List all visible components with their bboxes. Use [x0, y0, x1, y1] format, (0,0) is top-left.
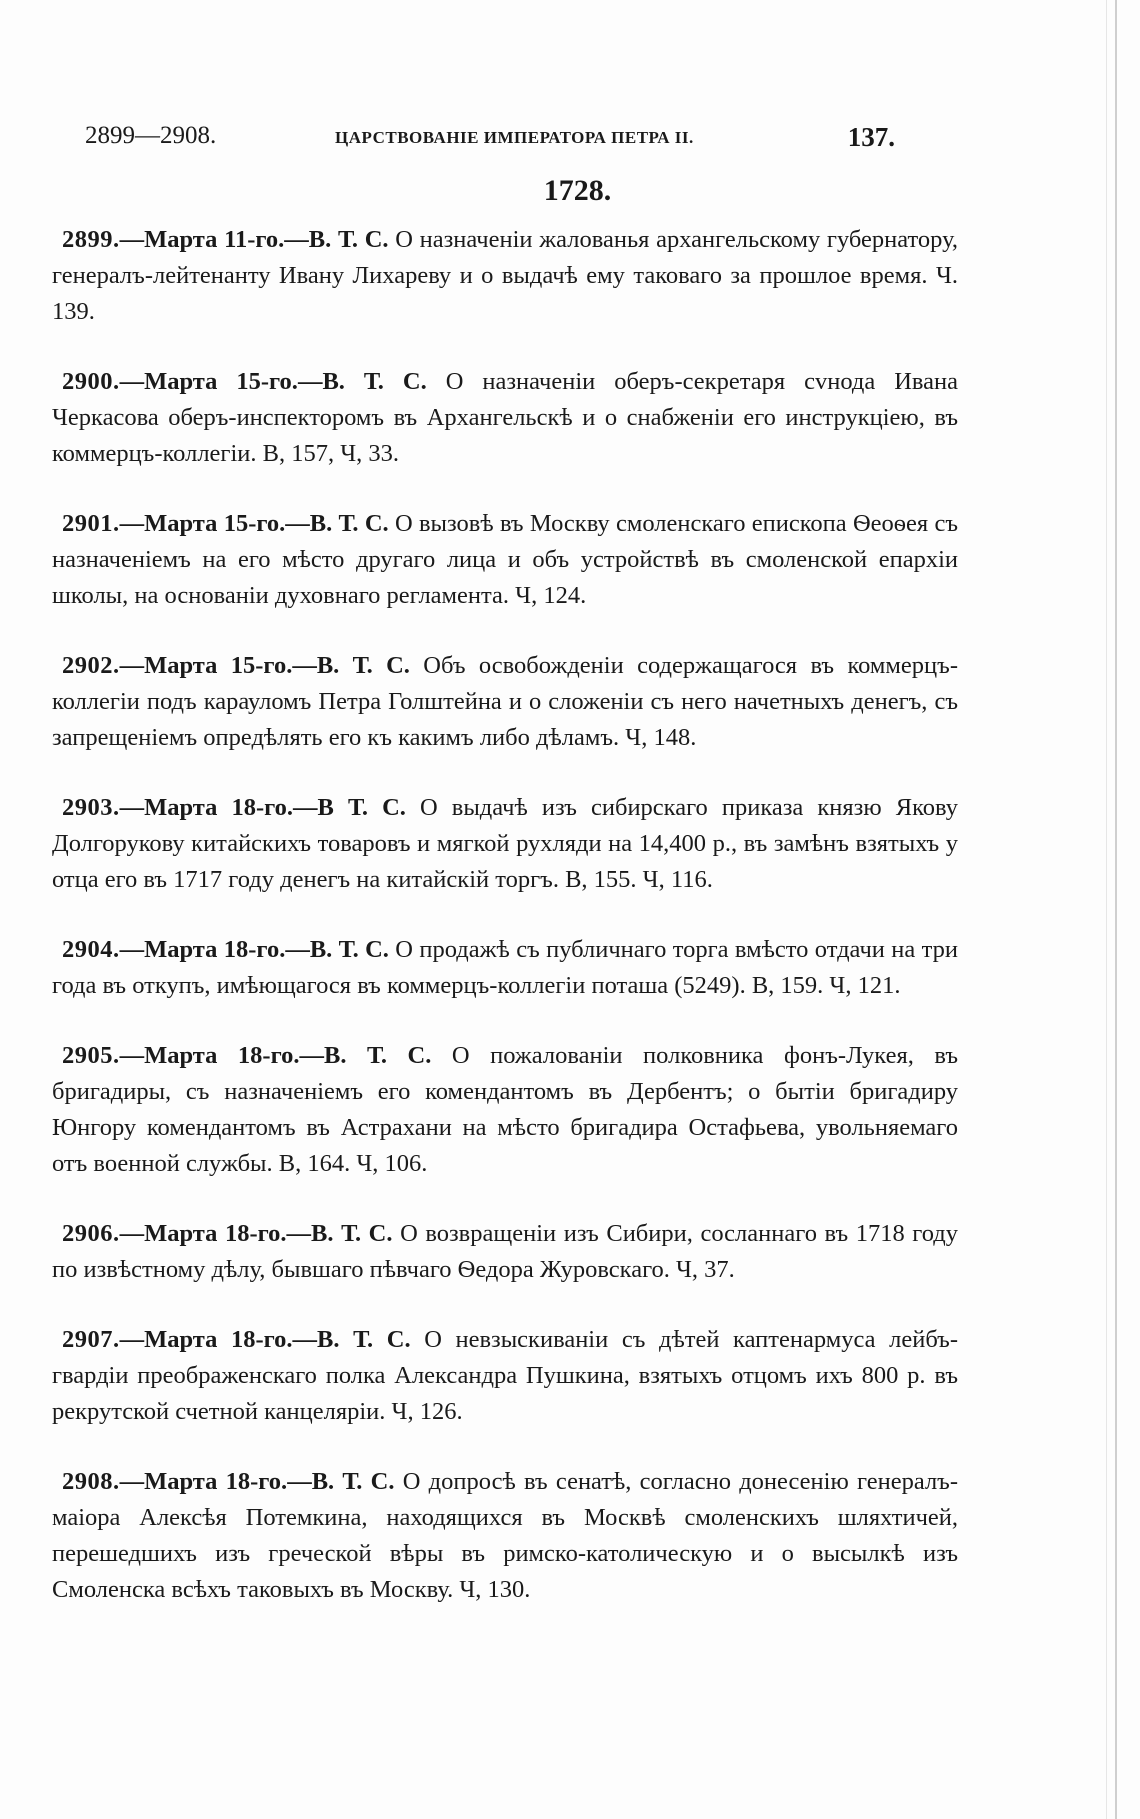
entry-source: —В. Т. С. — [284, 226, 389, 253]
entry-source: —В. Т. С. — [297, 368, 427, 395]
entry-2901 — [52, 506, 958, 614]
year-heading: 1728. — [543, 174, 612, 207]
entry-number: 2902. — [62, 652, 120, 679]
entry-2904 — [52, 932, 958, 1004]
entry-source: —В. Т. С. — [292, 1326, 411, 1353]
entry-text: О допросѣ въ сенатѣ, согласно донесенію генералъ-маіора Алексѣя Потемкина, находящихся въ Москвѣ смоленскихъ шляхтичей, перешедшихъ изъ греческой вѣры въ римско-католическую и о высылкѣ изъ Смоленска всѣхъ таковыхъ въ Москву. Ч, 130. — [52, 1468, 958, 1603]
running-title: ЦАРСТВОВАНІЕ ИМПЕРАТОРА ПЕТРА II. — [335, 128, 694, 147]
entry-number: 2905. — [62, 1042, 120, 1069]
entry-2906 — [52, 1216, 958, 1288]
entry-number: 2906. — [62, 1220, 120, 1247]
entry-2908 — [52, 1464, 958, 1608]
entry-date: —Марта 18-го. — [119, 936, 286, 963]
entry-2905 — [52, 1038, 958, 1182]
entry-2900 — [52, 364, 958, 472]
entry-number: 2904. — [62, 936, 120, 963]
entry-source: —В. Т. С. — [285, 936, 389, 963]
entry-range: 2899—2908. — [85, 122, 217, 149]
entry-date: —Марта 15-го. — [119, 510, 286, 537]
entry-number: 2901. — [62, 510, 120, 537]
entry-source: —В. Т. С. — [285, 510, 389, 537]
entry-source: —В. Т. С. — [286, 1220, 393, 1247]
entry-source: —В Т. С. — [293, 794, 406, 821]
entry-date: —Марта 18-го. — [119, 1468, 288, 1495]
page-header — [85, 122, 895, 162]
entry-date: —Марта 18-го. — [119, 1220, 287, 1247]
entry-source: —В. Т. С. — [299, 1042, 432, 1069]
entry-date: —Марта 18-го. — [119, 1326, 293, 1353]
entry-date: —Марта 15-го. — [119, 368, 298, 395]
entry-number: 2899. — [62, 226, 120, 253]
entry-number: 2903. — [62, 794, 120, 821]
entry-date: —Марта 18-го. — [119, 794, 294, 821]
scan-edge-line — [1115, 0, 1117, 1819]
entry-2899 — [52, 222, 958, 330]
entry-text: О выдачѣ изъ сибирскаго приказа князю Якову Долгорукову китайскихъ товаровъ и мягкой рухляди на 14,400 р., въ замѣнъ взятыхъ у отца его въ 1717 году денегъ на китайскій торгъ. В, 155. Ч, 116. — [52, 794, 958, 893]
entry-text: Объ освобожденіи содержащагося въ коммерцъ-коллегіи подъ карауломъ Петра Голштейна и о сложеніи съ него начетныхъ денегъ, съ запрещеніемъ опредѣлять его къ какимъ либо дѣламъ. Ч, 148. — [52, 652, 958, 751]
entry-text: О назначеніи жалованья архангельскому губернатору, генералъ-лейтенанту Ивану Лихареву и о выдачѣ ему таковаго за прошлое время. Ч. 139. — [52, 226, 958, 325]
entry-number: 2900. — [62, 368, 120, 395]
entry-text: О возвращеніи изъ Сибири, сосланнаго въ 1718 году по извѣстному дѣлу, бывшаго пѣвчаго Ѳедора Журовскаго. Ч, 37. — [52, 1220, 959, 1283]
entry-2903 — [52, 790, 958, 898]
entry-2907 — [52, 1322, 958, 1430]
entry-2902 — [52, 648, 958, 756]
entry-date: —Марта 15-го. — [119, 652, 293, 679]
entry-date: —Марта 18-го. — [119, 1042, 300, 1069]
entry-text: О назначеніи оберъ-секретаря сvнода Ивана Черкасова оберъ-инспекторомъ въ Архангельскѣ и о снабженіи его инструкціею, въ коммерцъ-коллегіи. В, 157, Ч, 33. — [52, 368, 958, 467]
entry-number: 2907. — [62, 1326, 120, 1353]
entry-source: —В. Т. С. — [292, 652, 410, 679]
entry-text: О вызовѣ въ Москву смоленскаго епископа Ѳеоѳея съ назначеніемъ на его мѣсто другаго лица и объ устройствѣ въ смоленской епархіи школы, на основаніи духовнаго регламента. Ч, 124. — [52, 510, 959, 609]
entry-date: —Марта 11-го. — [119, 226, 285, 253]
entries-list — [52, 222, 958, 1642]
entry-text: О невзыскиваніи съ дѣтей каптенармуса лейбъ-гвардіи преображенскаго полка Александра Пушкина, взятыхъ отцомъ ихъ 800 р. въ рекрутской счетной канцеляріи. Ч, 126. — [52, 1326, 958, 1425]
entry-text: О пожалованіи полковника фонъ-Лукея, въ бригадиры, съ назначеніемъ его комендантомъ въ Дербентъ; о бытіи бригадиру Юнгору комендантомъ въ Астрахани на мѣсто бригадира Остафьева, увольняемаго отъ военной службы. В, 164. Ч, 106. — [52, 1042, 958, 1177]
entry-source: —В. Т. С. — [287, 1468, 395, 1495]
scan-edge-shadow — [1106, 0, 1107, 1819]
page-number: 137. — [847, 122, 895, 152]
entry-number: 2908. — [62, 1468, 120, 1495]
entry-text: О продажѣ съ публичнаго торга вмѣсто отдачи на три года въ откупъ, имѣющагося въ коммерцъ-коллегіи поташа (5249). В, 159. Ч, 121. — [52, 936, 958, 999]
